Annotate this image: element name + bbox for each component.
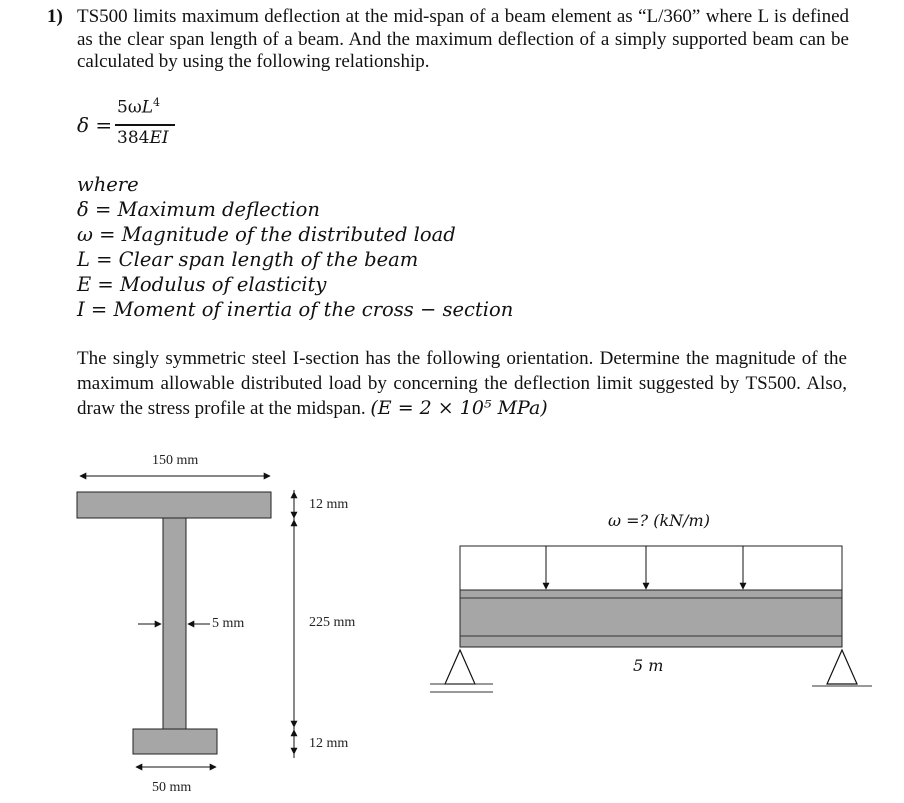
formula-lhs: δ = <box>77 113 113 137</box>
beam-body <box>460 590 842 647</box>
bottom-flange-width-label: 50 mm <box>152 780 192 795</box>
web-height-label: 225 mm <box>309 615 356 630</box>
load-label: ω =? (kN/m) <box>608 511 710 530</box>
top-flange-width-label: 150 mm <box>152 453 199 468</box>
top-flange-thickness-label: 12 mm <box>309 497 349 512</box>
definition-item: E = Modulus of elasticity <box>77 273 327 296</box>
question-intro: TS500 limits maximum deflection at the mid-span of a beam element as “L/360” where L is defined as the clear span length of a beam. And the maximum deflection of a simply supported beam can be calculated by using the following relationship. <box>77 6 849 72</box>
definition-item: δ = Maximum deflection <box>77 198 320 221</box>
question-number: 1) <box>47 6 63 27</box>
bottom-flange-thickness-label: 12 mm <box>309 736 349 751</box>
i-section-figure <box>77 476 294 767</box>
bottom-flange <box>133 729 217 754</box>
numerator-var: L <box>141 97 153 118</box>
web <box>163 518 186 729</box>
definitions-heading: where <box>77 173 139 196</box>
distributed-load-block <box>460 546 842 590</box>
denominator-var: EI <box>149 128 169 148</box>
definition-item: L = Clear span length of the beam <box>77 248 419 271</box>
definition-item: ω = Magnitude of the distributed load <box>77 223 456 246</box>
numerator-exponent: 4 <box>152 96 160 109</box>
left-pin-support <box>445 650 475 684</box>
definition-item: I = Moment of inertia of the cross − section <box>77 298 514 321</box>
problem-text: The singly symmetric steel I-section has the following orientation. Determine the magnitude of the maximum allowable distributed load by concerning the deflection limit suggested by TS500. Also, draw the stress profile at the midspan. <box>77 348 847 419</box>
right-roller-support <box>827 650 857 684</box>
denominator-coef: 384 <box>117 128 150 148</box>
top-flange <box>77 492 271 518</box>
numerator-coef: 5ω <box>117 97 142 118</box>
span-label: 5 m <box>633 656 664 675</box>
web-thickness-label: 5 mm <box>212 616 245 631</box>
given-modulus: (E = 2 × 10⁵ MPa) <box>370 397 548 419</box>
